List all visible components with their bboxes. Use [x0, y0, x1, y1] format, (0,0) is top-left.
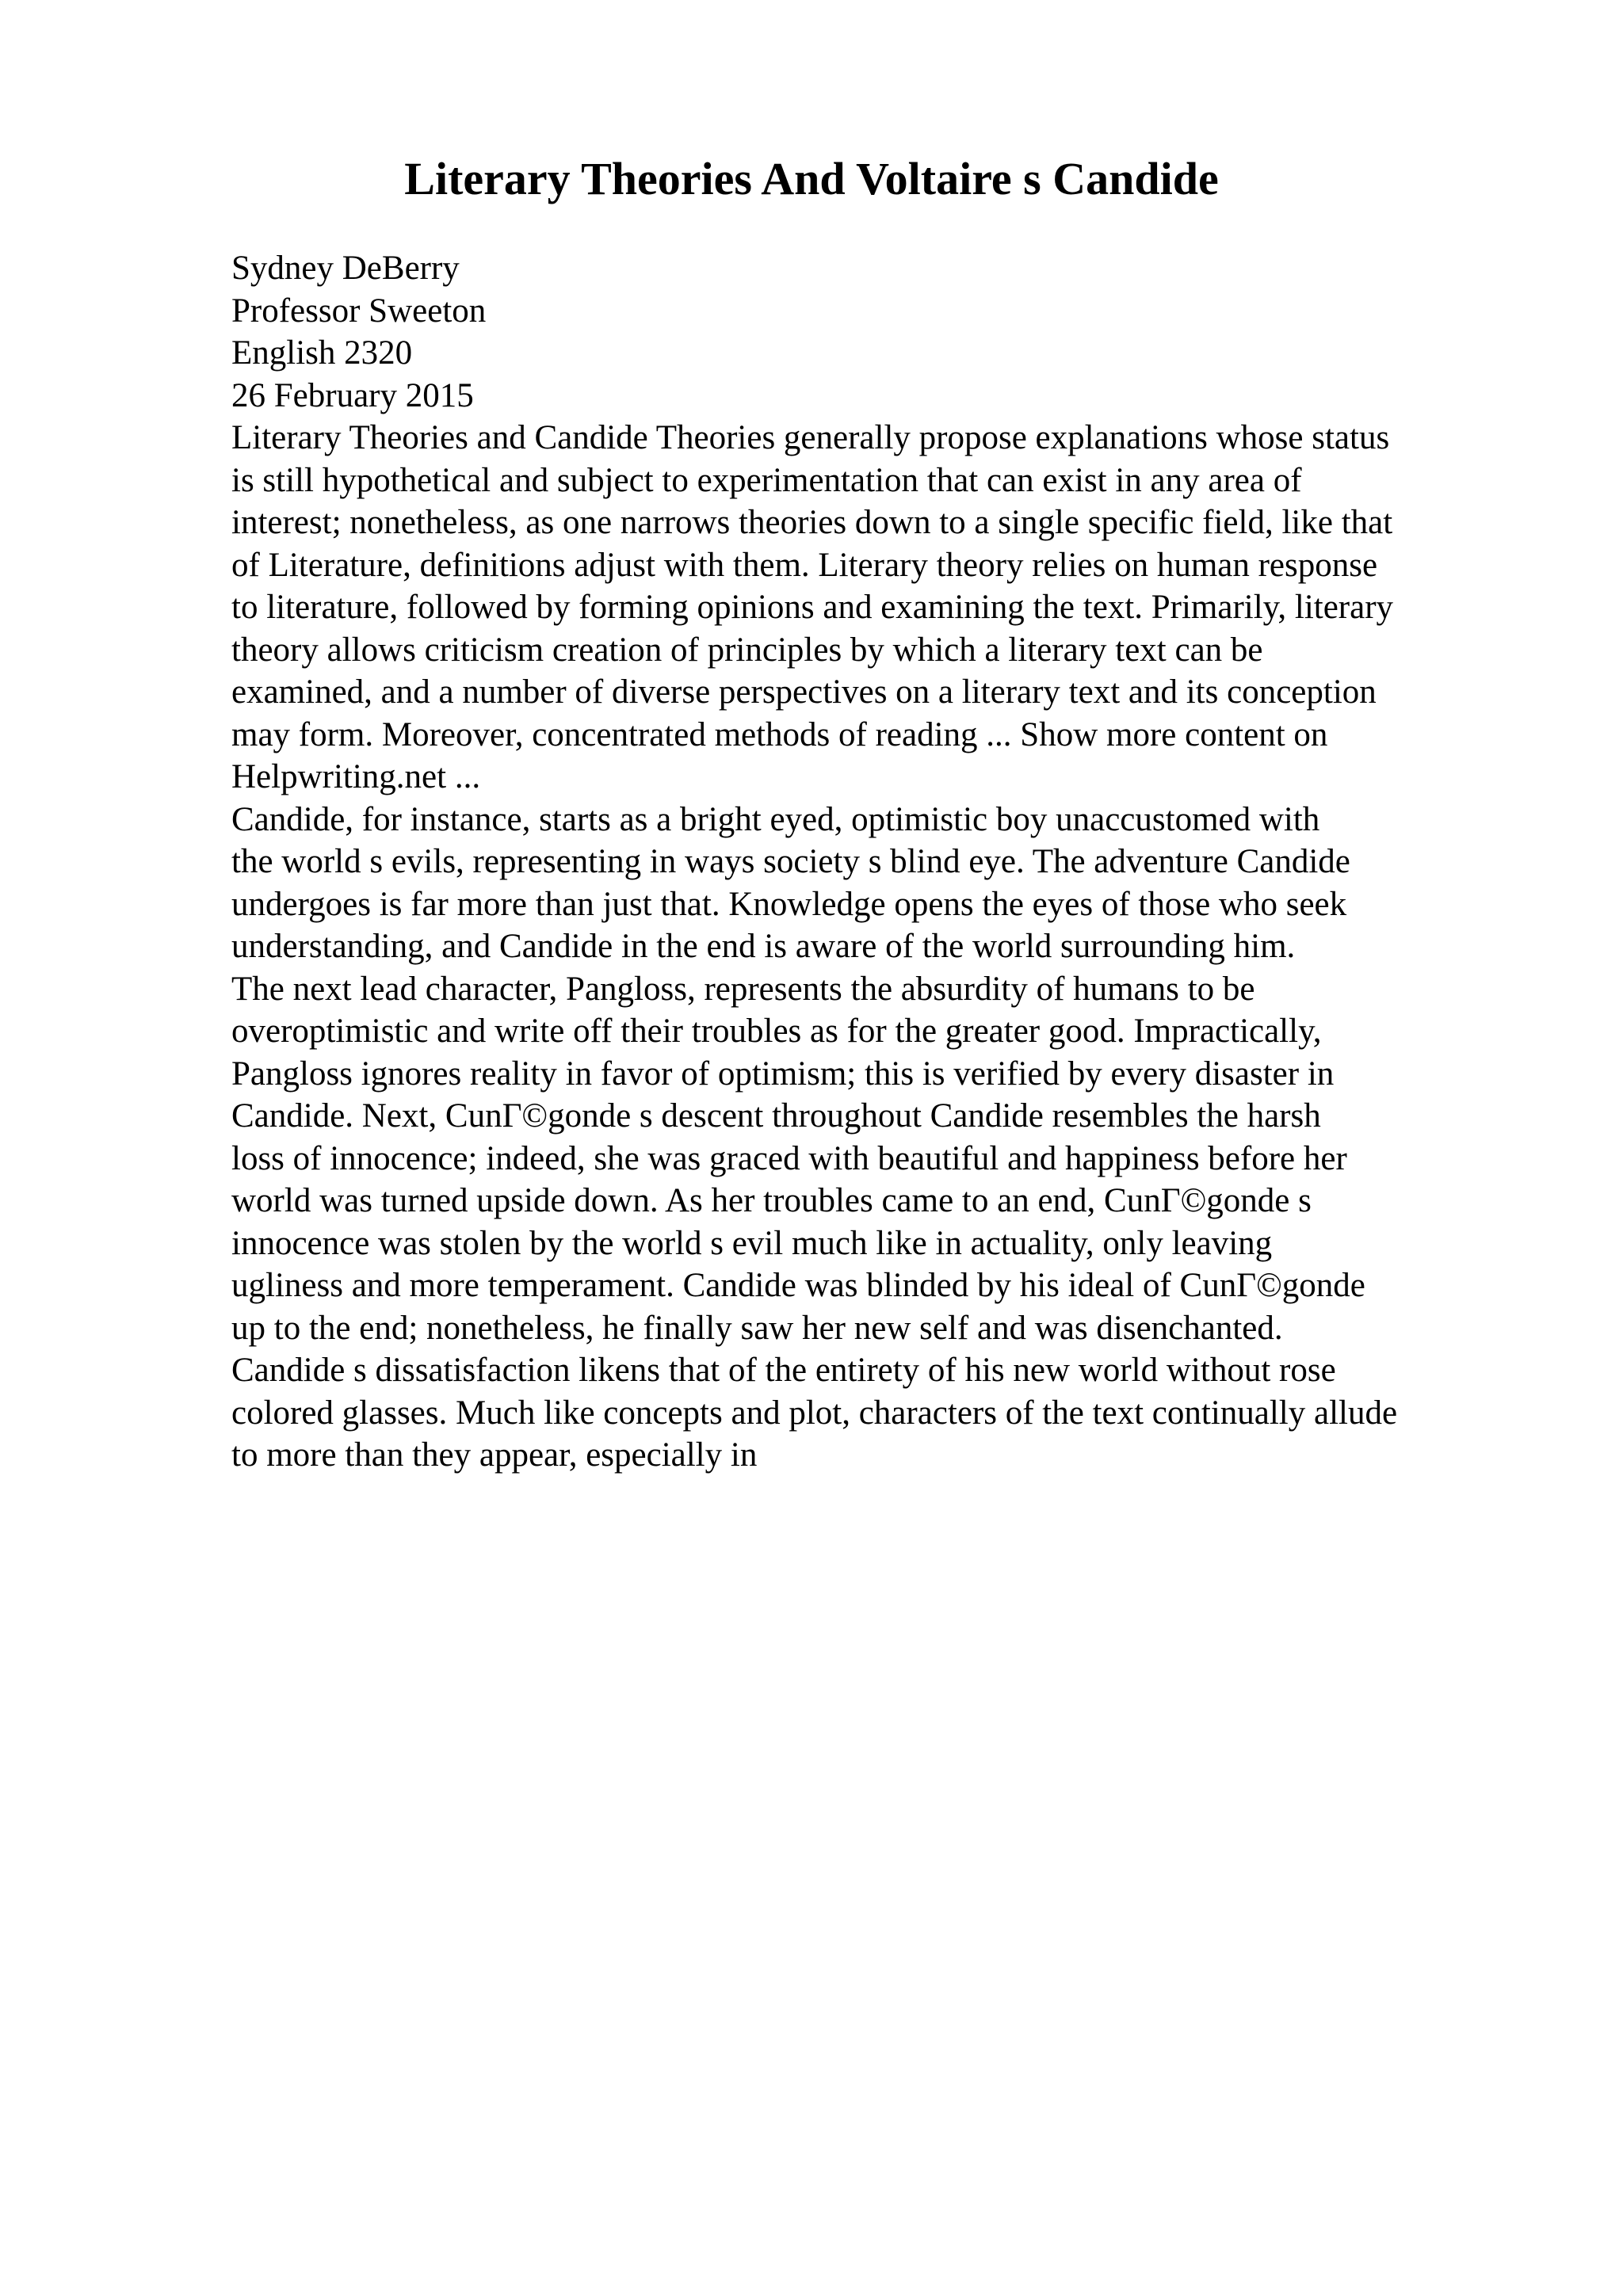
body-line: Helpwriting.net ... — [231, 758, 481, 795]
header-author: Sydney DeBerry — [231, 250, 460, 287]
body-line: innocence was stolen by the world s evil much like in actuality, only leaving — [231, 1224, 1273, 1262]
document-title: Literary Theories And Voltaire s Candide — [404, 153, 1219, 204]
body-line: overoptimistic and write off their troubles as for the greater good. Impractically, — [231, 1013, 1322, 1050]
header-course: English 2320 — [231, 334, 413, 372]
document-content — [231, 247, 1579, 1477]
body-line: up to the end; nonetheless, he finally saw her new self and was disenchanted. — [231, 1309, 1283, 1347]
body-line: of Literature, definitions adjust with them. Literary theory relies on human response — [231, 546, 1378, 584]
body-line: is still hypothetical and subject to experimentation that can exist in any area of — [231, 461, 1302, 499]
body-line: may form. Moreover, concentrated methods of reading ... Show more content on — [231, 715, 1328, 753]
body-line: loss of innocence; indeed, she was graced with beautiful and happiness before her — [231, 1139, 1347, 1177]
body-line: undergoes is far more than just that. Knowledge opens the eyes of those who seek — [231, 885, 1347, 923]
body-line: to literature, followed by forming opinions and examining the text. Primarily, literary — [231, 589, 1394, 626]
body-line: to more than they appear, especially in — [231, 1436, 758, 1474]
body-line: ugliness and more temperament. Candide was blinded by his ideal of CunГ©gonde — [231, 1267, 1365, 1304]
body-line: theory allows criticism creation of principles by which a literary text can be — [231, 631, 1263, 669]
header-professor: Professor Sweeton — [231, 292, 487, 330]
body-line: The next lead character, Pangloss, represents the absurdity of humans to be — [231, 970, 1255, 1008]
body-line: understanding, and Candide in the end is aware of the world surrounding him. — [231, 928, 1296, 965]
body-line: world was turned upside down. As her troubles came to an end, CunГ©gonde s — [231, 1182, 1312, 1219]
header-date: 26 February 2015 — [231, 376, 474, 414]
body-line: Candide, for instance, starts as a bright eyed, optimistic boy unaccustomed with — [231, 800, 1320, 838]
body-line: interest; nonetheless, as one narrows theories down to a single specific field, like that — [231, 504, 1393, 541]
body-line: examined, and a number of diverse perspectives on a literary text and its conception — [231, 673, 1377, 711]
body-line: Literary Theories and Candide Theories generally propose explanations whose status — [231, 419, 1390, 456]
body-line: the world s evils, representing in ways society s blind eye. The adventure Candide — [231, 843, 1350, 880]
body-line: Candide. Next, CunГ©gonde s descent throughout Candide resembles the harsh — [231, 1097, 1321, 1135]
body-line: colored glasses. Much like concepts and plot, characters of the text continually allude — [231, 1394, 1398, 1432]
body-line: Pangloss ignores reality in favor of optimism; this is verified by every disaster in — [231, 1055, 1335, 1093]
body-line: Candide s dissatisfaction likens that of the entirety of his new world without rose — [231, 1352, 1336, 1389]
